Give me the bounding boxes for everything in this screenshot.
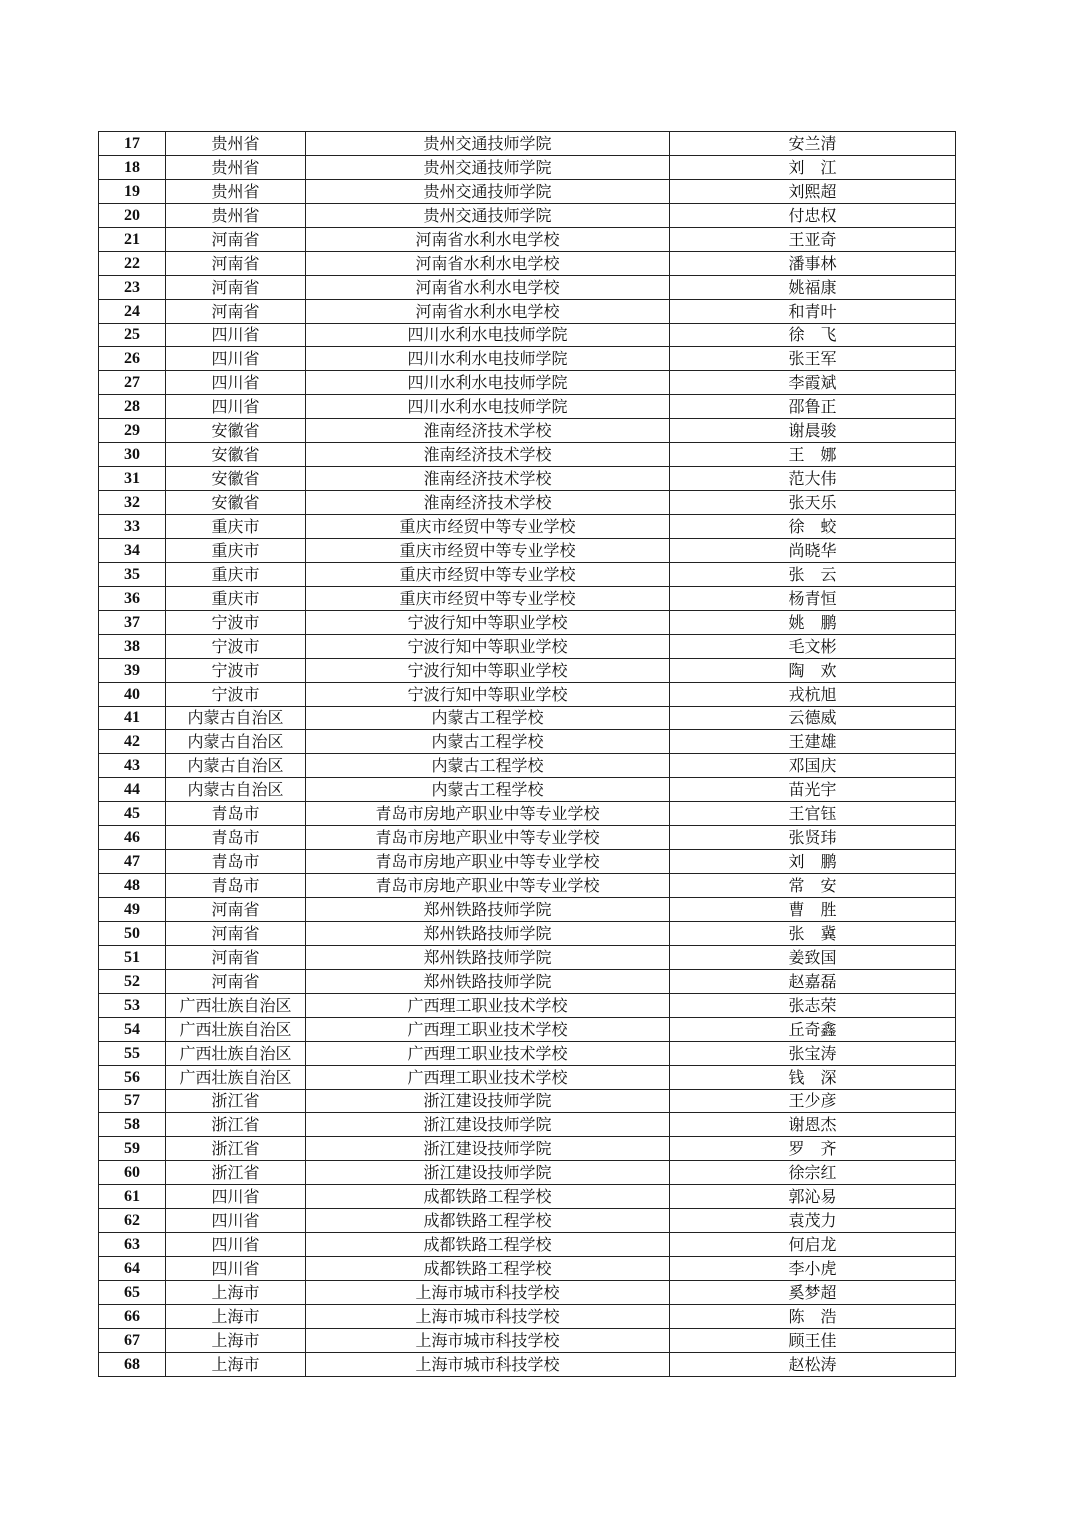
cell-school: 成都铁路工程学校 <box>306 1185 670 1209</box>
cell-row-number: 43 <box>99 754 166 778</box>
cell-province: 上海市 <box>166 1328 306 1352</box>
cell-row-number: 28 <box>99 395 166 419</box>
cell-participant-name: 王建雄 <box>670 730 956 754</box>
cell-province: 河南省 <box>166 921 306 945</box>
roster-table-body <box>99 132 956 1377</box>
cell-participant-name: 丘奇鑫 <box>670 1017 956 1041</box>
cell-participant-name: 钱 深 <box>670 1065 956 1089</box>
cell-province: 广西壮族自治区 <box>166 1041 306 1065</box>
cell-school: 郑州铁路技师学院 <box>306 945 670 969</box>
cell-row-number: 52 <box>99 969 166 993</box>
cell-province: 河南省 <box>166 945 306 969</box>
table-row <box>99 1257 956 1281</box>
cell-province: 四川省 <box>166 395 306 419</box>
table-row <box>99 155 956 179</box>
cell-participant-name: 张贤玮 <box>670 826 956 850</box>
cell-school: 成都铁路工程学校 <box>306 1209 670 1233</box>
cell-province: 浙江省 <box>166 1113 306 1137</box>
cell-province: 四川省 <box>166 1233 306 1257</box>
table-row <box>99 1089 956 1113</box>
cell-province: 重庆市 <box>166 515 306 539</box>
cell-province: 宁波市 <box>166 634 306 658</box>
table-row <box>99 347 956 371</box>
cell-school: 郑州铁路技师学院 <box>306 921 670 945</box>
cell-row-number: 22 <box>99 251 166 275</box>
cell-school: 上海市城市科技学校 <box>306 1328 670 1352</box>
cell-school: 淮南经济技术学校 <box>306 467 670 491</box>
cell-row-number: 18 <box>99 155 166 179</box>
cell-participant-name: 范大伟 <box>670 467 956 491</box>
cell-participant-name: 王少彦 <box>670 1089 956 1113</box>
cell-school: 贵州交通技师学院 <box>306 203 670 227</box>
table-row <box>99 826 956 850</box>
cell-province: 青岛市 <box>166 874 306 898</box>
cell-province: 安徽省 <box>166 467 306 491</box>
cell-province: 内蒙古自治区 <box>166 754 306 778</box>
cell-participant-name: 苗光宇 <box>670 778 956 802</box>
cell-province: 广西壮族自治区 <box>166 1017 306 1041</box>
cell-participant-name: 常 安 <box>670 874 956 898</box>
cell-row-number: 68 <box>99 1352 166 1376</box>
cell-row-number: 45 <box>99 802 166 826</box>
cell-row-number: 55 <box>99 1041 166 1065</box>
table-row <box>99 778 956 802</box>
table-row <box>99 562 956 586</box>
cell-school: 成都铁路工程学校 <box>306 1257 670 1281</box>
cell-participant-name: 陶 欢 <box>670 658 956 682</box>
cell-province: 四川省 <box>166 1209 306 1233</box>
cell-province: 浙江省 <box>166 1137 306 1161</box>
cell-row-number: 35 <box>99 562 166 586</box>
cell-row-number: 20 <box>99 203 166 227</box>
cell-province: 青岛市 <box>166 826 306 850</box>
cell-participant-name: 和青叶 <box>670 299 956 323</box>
table-row <box>99 969 956 993</box>
cell-province: 贵州省 <box>166 155 306 179</box>
cell-school: 广西理工职业技术学校 <box>306 1041 670 1065</box>
cell-school: 浙江建设技师学院 <box>306 1137 670 1161</box>
cell-participant-name: 徐 蛟 <box>670 515 956 539</box>
cell-province: 安徽省 <box>166 443 306 467</box>
cell-province: 安徽省 <box>166 419 306 443</box>
cell-participant-name: 徐 飞 <box>670 323 956 347</box>
cell-province: 贵州省 <box>166 179 306 203</box>
cell-row-number: 67 <box>99 1328 166 1352</box>
cell-row-number: 44 <box>99 778 166 802</box>
cell-participant-name: 张王军 <box>670 347 956 371</box>
cell-province: 河南省 <box>166 299 306 323</box>
cell-province: 内蒙古自治区 <box>166 778 306 802</box>
cell-row-number: 53 <box>99 993 166 1017</box>
cell-row-number: 37 <box>99 610 166 634</box>
cell-province: 宁波市 <box>166 682 306 706</box>
cell-province: 四川省 <box>166 1257 306 1281</box>
table-row <box>99 610 956 634</box>
cell-school: 青岛市房地产职业中等专业学校 <box>306 850 670 874</box>
cell-province: 浙江省 <box>166 1161 306 1185</box>
table-row <box>99 1137 956 1161</box>
cell-school: 四川水利水电技师学院 <box>306 323 670 347</box>
cell-row-number: 66 <box>99 1304 166 1328</box>
cell-school: 郑州铁路技师学院 <box>306 969 670 993</box>
cell-participant-name: 罗 齐 <box>670 1137 956 1161</box>
cell-row-number: 39 <box>99 658 166 682</box>
cell-participant-name: 杨青恒 <box>670 586 956 610</box>
cell-participant-name: 张 云 <box>670 562 956 586</box>
cell-province: 贵州省 <box>166 132 306 156</box>
cell-school: 浙江建设技师学院 <box>306 1113 670 1137</box>
cell-province: 宁波市 <box>166 610 306 634</box>
cell-province: 青岛市 <box>166 802 306 826</box>
table-row <box>99 1017 956 1041</box>
table-row <box>99 1185 956 1209</box>
cell-row-number: 38 <box>99 634 166 658</box>
cell-row-number: 27 <box>99 371 166 395</box>
cell-school: 浙江建设技师学院 <box>306 1161 670 1185</box>
cell-province: 安徽省 <box>166 491 306 515</box>
cell-row-number: 57 <box>99 1089 166 1113</box>
table-row <box>99 371 956 395</box>
table-row <box>99 1304 956 1328</box>
cell-participant-name: 付忠权 <box>670 203 956 227</box>
cell-participant-name: 陈 浩 <box>670 1304 956 1328</box>
cell-row-number: 36 <box>99 586 166 610</box>
cell-participant-name: 王亚奇 <box>670 227 956 251</box>
table-row <box>99 682 956 706</box>
cell-school: 青岛市房地产职业中等专业学校 <box>306 802 670 826</box>
table-row <box>99 1233 956 1257</box>
cell-row-number: 40 <box>99 682 166 706</box>
table-row <box>99 323 956 347</box>
cell-school: 内蒙古工程学校 <box>306 778 670 802</box>
cell-participant-name: 张志荣 <box>670 993 956 1017</box>
cell-participant-name: 安兰清 <box>670 132 956 156</box>
cell-participant-name: 李小虎 <box>670 1257 956 1281</box>
cell-province: 重庆市 <box>166 562 306 586</box>
table-row <box>99 993 956 1017</box>
cell-row-number: 46 <box>99 826 166 850</box>
cell-school: 贵州交通技师学院 <box>306 132 670 156</box>
cell-row-number: 17 <box>99 132 166 156</box>
cell-participant-name: 赵松涛 <box>670 1352 956 1376</box>
cell-participant-name: 刘熙超 <box>670 179 956 203</box>
cell-participant-name: 姜致国 <box>670 945 956 969</box>
cell-province: 上海市 <box>166 1281 306 1305</box>
roster-table <box>98 131 956 1377</box>
cell-school: 上海市城市科技学校 <box>306 1281 670 1305</box>
cell-province: 河南省 <box>166 898 306 922</box>
table-row <box>99 1113 956 1137</box>
cell-row-number: 25 <box>99 323 166 347</box>
cell-row-number: 51 <box>99 945 166 969</box>
cell-school: 淮南经济技术学校 <box>306 443 670 467</box>
cell-school: 上海市城市科技学校 <box>306 1352 670 1376</box>
cell-participant-name: 何启龙 <box>670 1233 956 1257</box>
cell-province: 河南省 <box>166 251 306 275</box>
table-row <box>99 443 956 467</box>
cell-row-number: 34 <box>99 538 166 562</box>
table-row <box>99 227 956 251</box>
cell-province: 重庆市 <box>166 586 306 610</box>
cell-row-number: 42 <box>99 730 166 754</box>
cell-participant-name: 李霞斌 <box>670 371 956 395</box>
table-row <box>99 802 956 826</box>
table-row <box>99 586 956 610</box>
table-row <box>99 730 956 754</box>
cell-province: 贵州省 <box>166 203 306 227</box>
table-row <box>99 634 956 658</box>
table-row <box>99 1065 956 1089</box>
cell-row-number: 23 <box>99 275 166 299</box>
cell-row-number: 49 <box>99 898 166 922</box>
cell-province: 四川省 <box>166 371 306 395</box>
table-row <box>99 754 956 778</box>
cell-row-number: 56 <box>99 1065 166 1089</box>
cell-participant-name: 徐宗红 <box>670 1161 956 1185</box>
cell-school: 重庆市经贸中等专业学校 <box>306 562 670 586</box>
cell-row-number: 65 <box>99 1281 166 1305</box>
cell-school: 内蒙古工程学校 <box>306 730 670 754</box>
cell-participant-name: 戎杭旭 <box>670 682 956 706</box>
cell-province: 河南省 <box>166 227 306 251</box>
table-row <box>99 419 956 443</box>
cell-school: 四川水利水电技师学院 <box>306 395 670 419</box>
cell-school: 河南省水利水电学校 <box>306 299 670 323</box>
cell-row-number: 59 <box>99 1137 166 1161</box>
cell-row-number: 61 <box>99 1185 166 1209</box>
cell-province: 河南省 <box>166 969 306 993</box>
cell-row-number: 32 <box>99 491 166 515</box>
cell-participant-name: 郭沁易 <box>670 1185 956 1209</box>
cell-school: 重庆市经贸中等专业学校 <box>306 586 670 610</box>
table-row <box>99 299 956 323</box>
cell-school: 成都铁路工程学校 <box>306 1233 670 1257</box>
table-row <box>99 275 956 299</box>
cell-participant-name: 张宝涛 <box>670 1041 956 1065</box>
cell-participant-name: 尚晓华 <box>670 538 956 562</box>
table-row <box>99 1352 956 1376</box>
cell-row-number: 31 <box>99 467 166 491</box>
table-row <box>99 850 956 874</box>
cell-province: 四川省 <box>166 323 306 347</box>
cell-participant-name: 谢晨骏 <box>670 419 956 443</box>
cell-row-number: 54 <box>99 1017 166 1041</box>
cell-school: 郑州铁路技师学院 <box>306 898 670 922</box>
cell-row-number: 62 <box>99 1209 166 1233</box>
cell-province: 内蒙古自治区 <box>166 706 306 730</box>
cell-school: 河南省水利水电学校 <box>306 251 670 275</box>
cell-province: 四川省 <box>166 1185 306 1209</box>
cell-participant-name: 姚福康 <box>670 275 956 299</box>
cell-participant-name: 姚 鹏 <box>670 610 956 634</box>
cell-row-number: 33 <box>99 515 166 539</box>
cell-school: 青岛市房地产职业中等专业学校 <box>306 874 670 898</box>
cell-school: 广西理工职业技术学校 <box>306 993 670 1017</box>
cell-province: 四川省 <box>166 347 306 371</box>
cell-row-number: 63 <box>99 1233 166 1257</box>
table-row <box>99 1328 956 1352</box>
cell-school: 淮南经济技术学校 <box>306 491 670 515</box>
table-row <box>99 921 956 945</box>
cell-participant-name: 邓国庆 <box>670 754 956 778</box>
cell-province: 青岛市 <box>166 850 306 874</box>
cell-participant-name: 云德威 <box>670 706 956 730</box>
cell-school: 青岛市房地产职业中等专业学校 <box>306 826 670 850</box>
cell-row-number: 29 <box>99 419 166 443</box>
table-row <box>99 874 956 898</box>
cell-row-number: 30 <box>99 443 166 467</box>
cell-school: 宁波行知中等职业学校 <box>306 682 670 706</box>
cell-school: 重庆市经贸中等专业学校 <box>306 515 670 539</box>
table-row <box>99 1041 956 1065</box>
table-row <box>99 658 956 682</box>
cell-school: 宁波行知中等职业学校 <box>306 610 670 634</box>
cell-row-number: 64 <box>99 1257 166 1281</box>
cell-school: 内蒙古工程学校 <box>306 706 670 730</box>
cell-participant-name: 刘 鹏 <box>670 850 956 874</box>
cell-row-number: 41 <box>99 706 166 730</box>
cell-school: 重庆市经贸中等专业学校 <box>306 538 670 562</box>
cell-participant-name: 刘 江 <box>670 155 956 179</box>
table-row <box>99 251 956 275</box>
cell-province: 河南省 <box>166 275 306 299</box>
cell-school: 浙江建设技师学院 <box>306 1089 670 1113</box>
table-row <box>99 1209 956 1233</box>
cell-participant-name: 赵嘉磊 <box>670 969 956 993</box>
cell-row-number: 24 <box>99 299 166 323</box>
table-row <box>99 898 956 922</box>
cell-school: 河南省水利水电学校 <box>306 275 670 299</box>
table-row <box>99 515 956 539</box>
table-row <box>99 538 956 562</box>
cell-participant-name: 谢恩杰 <box>670 1113 956 1137</box>
cell-participant-name: 奚梦超 <box>670 1281 956 1305</box>
cell-participant-name: 潘事林 <box>670 251 956 275</box>
cell-row-number: 50 <box>99 921 166 945</box>
cell-school: 淮南经济技术学校 <box>306 419 670 443</box>
table-row <box>99 491 956 515</box>
table-row <box>99 1281 956 1305</box>
cell-school: 广西理工职业技术学校 <box>306 1017 670 1041</box>
cell-participant-name: 曹 胜 <box>670 898 956 922</box>
cell-participant-name: 张 冀 <box>670 921 956 945</box>
table-row <box>99 467 956 491</box>
cell-province: 广西壮族自治区 <box>166 993 306 1017</box>
cell-province: 上海市 <box>166 1304 306 1328</box>
table-row <box>99 395 956 419</box>
table-row <box>99 179 956 203</box>
cell-school: 内蒙古工程学校 <box>306 754 670 778</box>
cell-row-number: 19 <box>99 179 166 203</box>
cell-province: 内蒙古自治区 <box>166 730 306 754</box>
cell-school: 上海市城市科技学校 <box>306 1304 670 1328</box>
cell-row-number: 48 <box>99 874 166 898</box>
cell-row-number: 47 <box>99 850 166 874</box>
cell-school: 贵州交通技师学院 <box>306 155 670 179</box>
cell-participant-name: 王 娜 <box>670 443 956 467</box>
cell-row-number: 21 <box>99 227 166 251</box>
cell-row-number: 58 <box>99 1113 166 1137</box>
cell-province: 重庆市 <box>166 538 306 562</box>
cell-school: 贵州交通技师学院 <box>306 179 670 203</box>
cell-province: 广西壮族自治区 <box>166 1065 306 1089</box>
table-row <box>99 706 956 730</box>
cell-province: 宁波市 <box>166 658 306 682</box>
cell-school: 四川水利水电技师学院 <box>306 371 670 395</box>
cell-school: 宁波行知中等职业学校 <box>306 658 670 682</box>
cell-row-number: 60 <box>99 1161 166 1185</box>
table-row <box>99 132 956 156</box>
cell-school: 广西理工职业技术学校 <box>306 1065 670 1089</box>
cell-school: 四川水利水电技师学院 <box>306 347 670 371</box>
cell-school: 宁波行知中等职业学校 <box>306 634 670 658</box>
table-row <box>99 945 956 969</box>
table-row <box>99 1161 956 1185</box>
cell-participant-name: 张天乐 <box>670 491 956 515</box>
table-row <box>99 203 956 227</box>
cell-participant-name: 顾王佳 <box>670 1328 956 1352</box>
cell-row-number: 26 <box>99 347 166 371</box>
cell-province: 浙江省 <box>166 1089 306 1113</box>
cell-participant-name: 毛文彬 <box>670 634 956 658</box>
cell-province: 上海市 <box>166 1352 306 1376</box>
cell-participant-name: 王官钰 <box>670 802 956 826</box>
cell-participant-name: 袁茂力 <box>670 1209 956 1233</box>
cell-school: 河南省水利水电学校 <box>306 227 670 251</box>
cell-participant-name: 邵鲁正 <box>670 395 956 419</box>
